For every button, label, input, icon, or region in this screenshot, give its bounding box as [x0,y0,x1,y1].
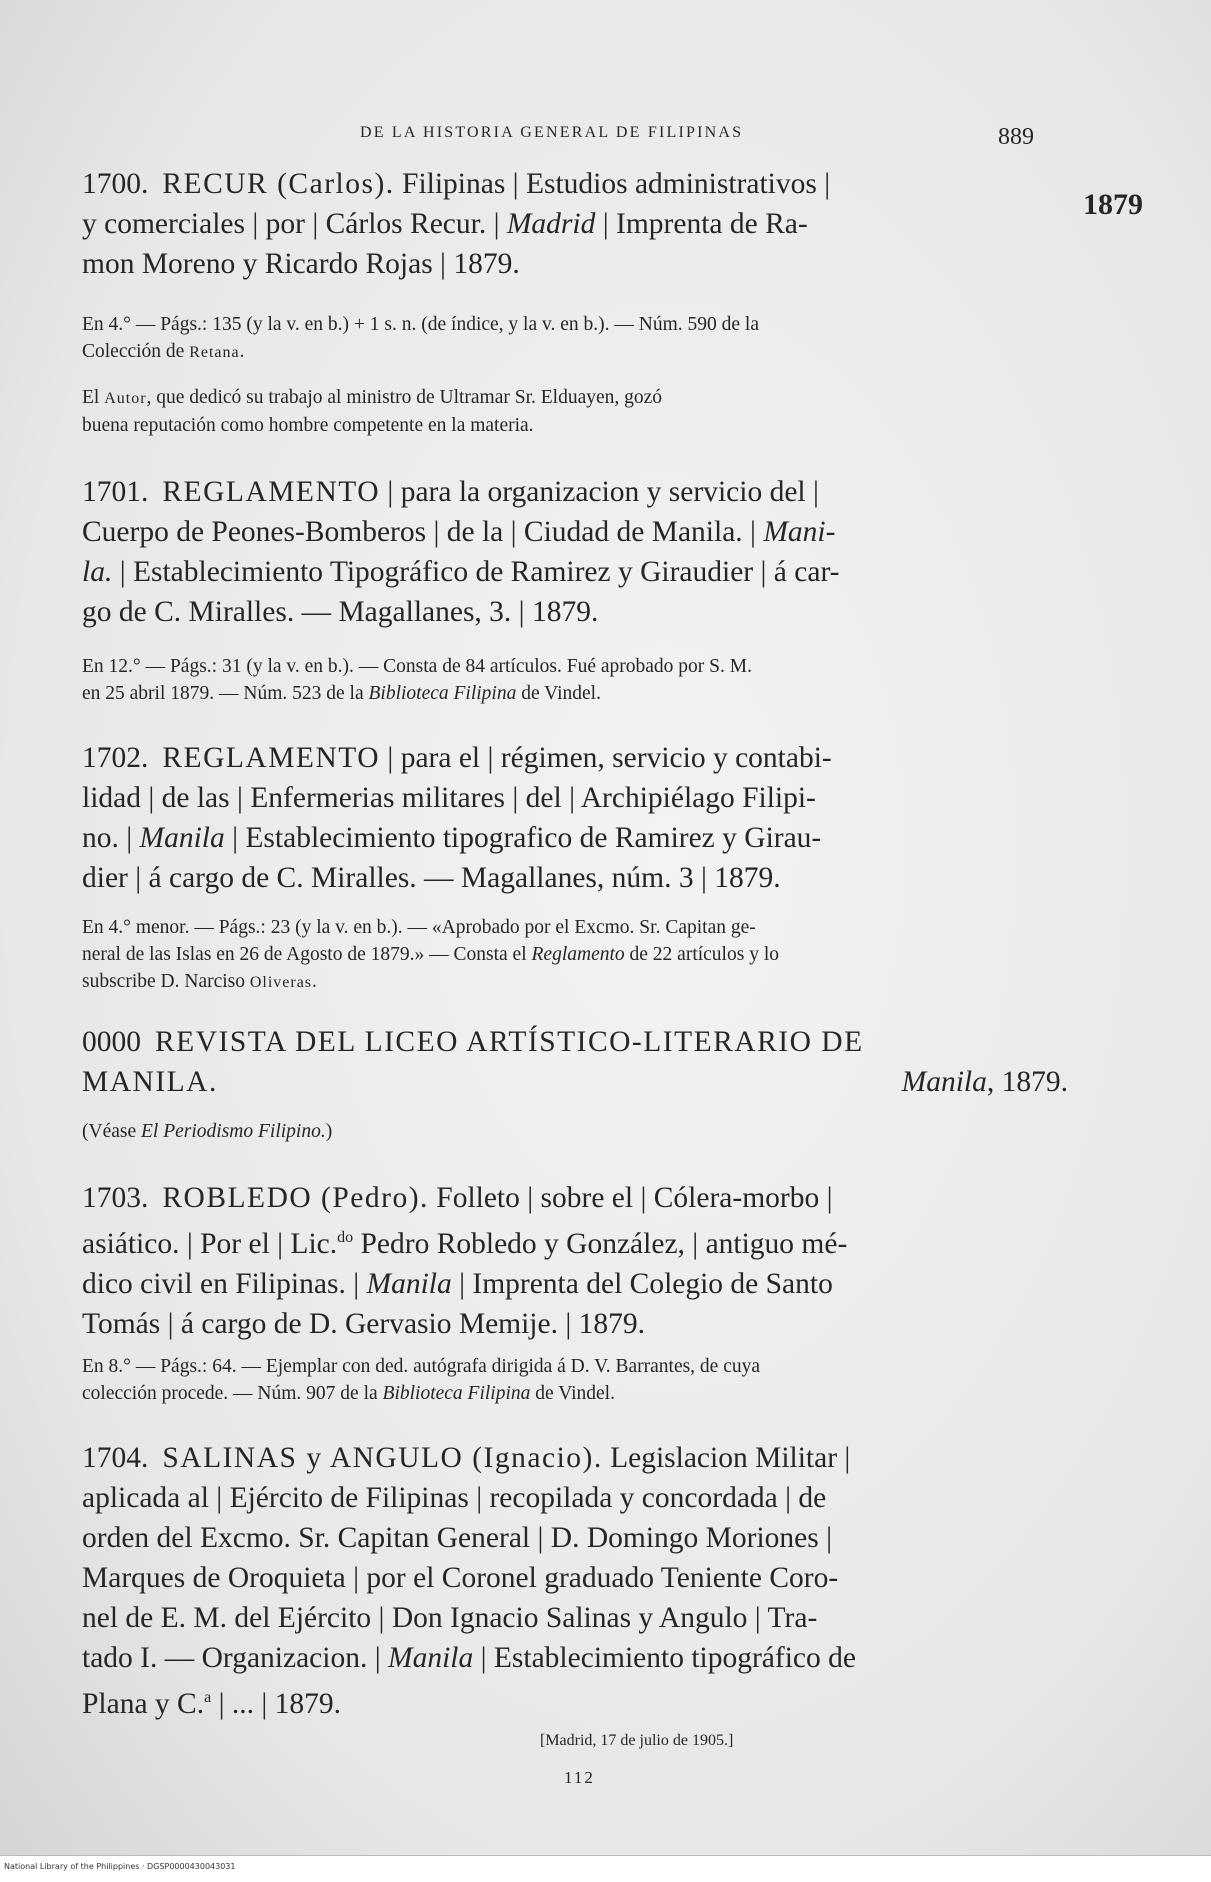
scan-footer-bar [0,1855,1211,1882]
entry-1703 [82,1178,1068,1344]
entry-text: | Establecimiento Tipográfico de Ramirez y Giraudier | á car- [112,556,840,588]
entry-heading: REVISTA DEL LICEO ARTÍSTICO-LITERARIO DE [155,1026,864,1058]
entry-text: Cuerpo de Peones-Bomberos | de la | Ciudad de Manila. | [82,516,764,548]
entry-text: | Imprenta de Ra- [595,208,808,240]
entry-text: Plana y C. [82,1687,205,1720]
entry-text: tado I. — Organizacion. | [82,1642,389,1674]
note-line: En 8.° — Págs.: 64. — Ejemplar con ded. autógrafa dirigida á D. V. Barrantes, de cuya [82,1356,761,1377]
note-text: . [239,341,245,362]
entry-place: Manila [388,1642,474,1674]
entry-number: 0000 [82,1026,141,1058]
note-line: buena reputación como hombre competente en la materia. [82,415,534,436]
entry-text: | Establecimiento tipografico de Ramirez y Girau- [224,822,822,854]
entry-number: 1701. [82,476,149,508]
note-0000 [82,1118,1068,1145]
entry-text: orden del Excmo. Sr. Capitan General | D. Domingo Moriones | [82,1522,832,1554]
entry-place: Manila [366,1267,452,1300]
entry-place: Manila [901,1066,987,1098]
entry-text: Filipinas | Estudios administrativos | [394,168,831,200]
entry-1702 [82,738,1068,898]
note-1700 [82,311,1068,439]
entry-text: | Establecimiento tipográfico de [473,1642,856,1674]
entry-text: no. | [82,822,140,854]
entry-heading: REGLAMENTO [162,742,381,774]
note-line: En 12.° — Págs.: 31 (y la v. en b.). — Consta de 84 artículos. Fué aprobado por S. M. [82,656,752,677]
entry-text: | para la organizacion y servicio del | [380,476,819,508]
note-text: Colección de [82,341,190,362]
entry-text: | Imprenta del Colegio de Santo [451,1267,833,1300]
entry-text: Pedro Robledo y González, | antiguo mé- [353,1227,848,1260]
entry-place: la. [82,556,113,588]
entry-text: go de C. Miralles. — Magallanes, 3. | 1879. [82,596,599,628]
note-text: , que dedicó su trabajo al ministro de Ultramar Sr. Elduayen, gozó [146,387,663,408]
note-title: El Periodismo Filipino. [141,1121,326,1142]
note-line: En 4.° — Págs.: 135 (y la v. en b.) + 1 s. n. (de índice, y la v. en b.). — Núm. 590 de la [82,314,759,335]
note-title: Reglamento [531,944,625,965]
entry-text: , 1879. [986,1066,1068,1098]
note-title: Biblioteca Filipina [368,683,517,704]
running-title: DE LA HISTORIA GENERAL DE FILIPINAS [360,124,744,141]
note-text: neral de las Islas en 26 de Agosto de 1879.» — Consta el [82,944,532,965]
note-1703 [82,1353,1068,1407]
entry-1704 [82,1438,1068,1724]
entry-text: aplicada al | Ejército de Filipinas | recopilada y concordada | de [82,1482,827,1514]
entry-number: 1700. [82,168,149,200]
entry-place: Madrid [506,208,596,240]
entry-text: Folleto | sobre el | Cólera-morbo | [428,1182,833,1214]
entry-text: asiático. | Por el | Lic. [82,1227,338,1260]
signature-mark: 112 [564,1768,595,1787]
entry-text: mon Moreno y Ricardo Rojas | 1879. [82,248,520,280]
library-credit: National Library of the Philippines · DGSP0000430043031 [4,1862,236,1871]
note-name: Autor [104,390,147,407]
entry-superscript: a [204,1689,212,1706]
note-text: subscribe D. Narciso [82,971,250,992]
entry-heading: ROBLEDO (Pedro). [162,1182,429,1214]
entry-place: Mani- [763,516,836,548]
entry-text: nel de E. M. del Ejército | Don Ignacio Salinas y Angulo | Tra- [82,1602,818,1634]
entry-number: 1704. [82,1442,149,1474]
note-text: de 22 artículos y lo [624,944,779,965]
entry-text: Tomás | á cargo de D. Gervasio Memije. | 1879. [82,1307,646,1340]
note-text: . [312,971,317,992]
note-text: colección procede. — Núm. 907 de la [82,1383,383,1404]
entry-superscript: do [337,1229,354,1246]
entry-text: | ... | 1879. [211,1687,342,1720]
note-text: El [82,387,105,408]
entry-text: y comerciales | por | Cárlos Recur. | [82,208,507,240]
entry-text: Marques de Oroquieta | por el Coronel graduado Teniente Coro- [82,1562,839,1594]
entry-heading: MANILA. [82,1066,218,1098]
page-number: 889 [998,124,1034,150]
entry-heading: SALINAS y ANGULO (Ignacio). [162,1442,603,1474]
note-name: Oliveras [249,974,313,991]
note-text: de Vindel. [530,1383,615,1404]
entry-1700 [82,164,1068,284]
imprint-date: [Madrid, 17 de julio de 1905.] [540,1732,734,1749]
entry-number: 1702. [82,742,149,774]
entry-heading: RECUR (Carlos). [162,168,395,200]
note-1702 [82,914,1068,996]
note-title: Biblioteca Filipina [382,1383,531,1404]
entry-text: Legislacion Militar | [602,1442,851,1474]
note-text: en 25 abril 1879. — Núm. 523 de la [82,683,369,704]
note-text: ) [325,1121,333,1142]
entry-text: | para el | régimen, servicio y contabi- [380,742,832,774]
note-text: (Véase [82,1121,142,1142]
entry-0000 [82,1022,1068,1102]
entry-place: Manila [139,822,225,854]
margin-year: 1879 [1083,188,1143,221]
entry-text: dico civil en Filipinas. | [82,1267,367,1300]
note-name: Retana [189,344,240,361]
entry-text: lidad | de las | Enfermerias militares | del | Archipiélago Filipi- [82,782,816,814]
note-line: En 4.° menor. — Págs.: 23 (y la v. en b.). — «Aprobado por el Excmo. Sr. Capitan ge- [82,917,756,938]
note-1701 [82,653,1068,707]
entry-heading: REGLAMENTO [162,476,381,508]
note-text: de Vindel. [516,683,601,704]
entry-text: dier | á cargo de C. Miralles. — Magallanes, núm. 3 | 1879. [82,862,781,894]
entry-1701 [82,472,1068,632]
entry-number: 1703. [82,1182,149,1214]
